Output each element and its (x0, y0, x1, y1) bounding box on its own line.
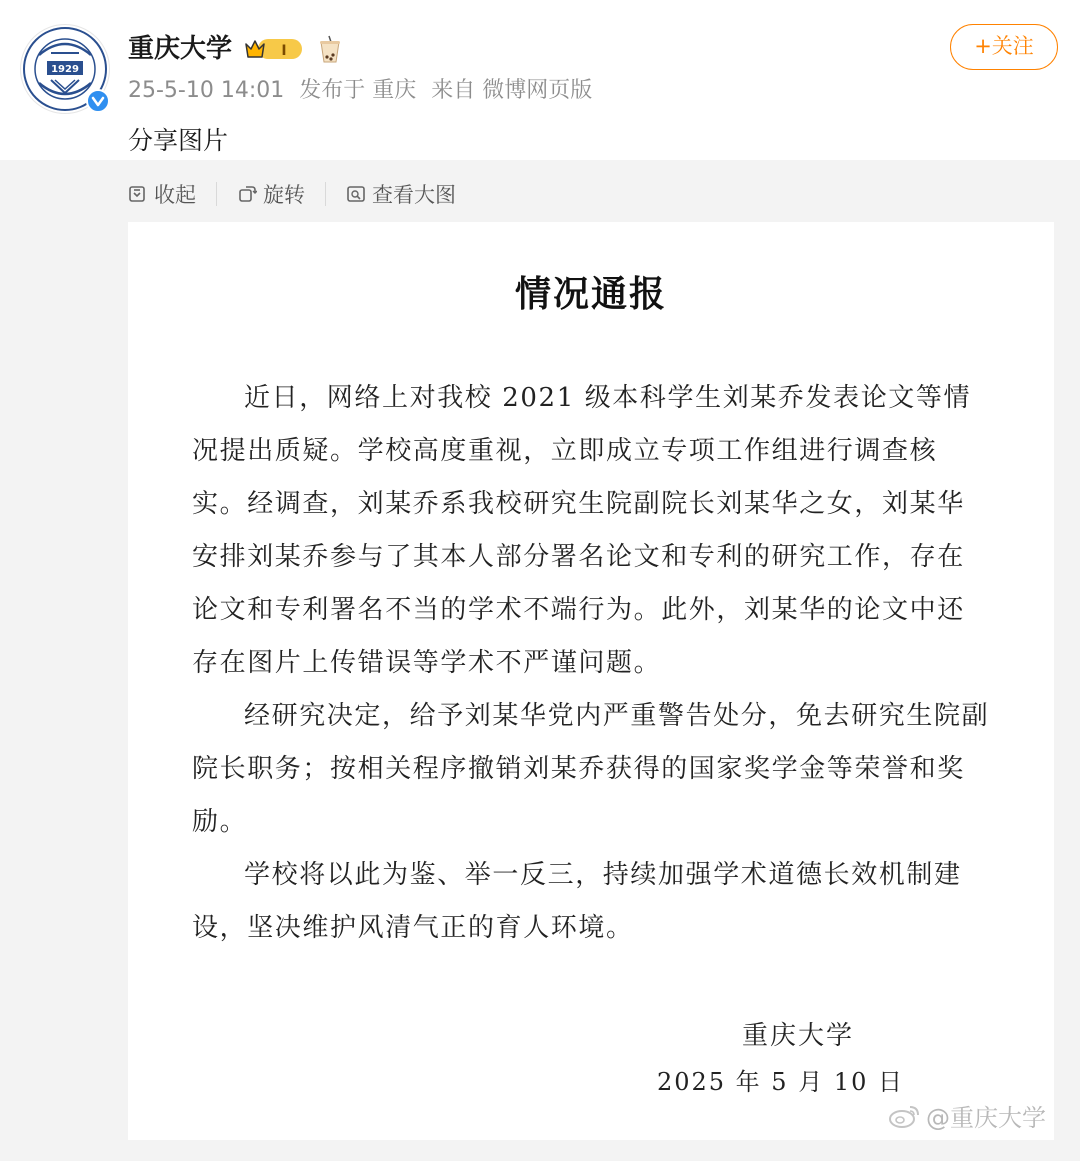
toolbar-divider (325, 182, 326, 206)
post-image[interactable] (128, 222, 1054, 1140)
collapse-icon (128, 184, 148, 204)
document-paragraph: 经研究决定，给予刘某华党内严重警告处分，免去研究生院副院长职务；按相关程序撤销刘某乔获得的国家奖学金等荣誉和奖励。 (192, 701, 990, 837)
username[interactable]: 重庆大学 (128, 34, 233, 64)
avatar-year: 1929 (51, 64, 79, 75)
view-large-button[interactable] (346, 179, 476, 209)
view-large-label: 查看大图 (372, 183, 456, 207)
document-paragraph: 学校将以此为鉴、举一反三，持续加强学术道德长效机制建设，坚决维护风清气正的育人环境。 (192, 860, 962, 943)
post-header (0, 0, 1080, 160)
collapse-label: 收起 (154, 183, 196, 207)
document-signature: 重庆大学 (741, 1021, 854, 1051)
toolbar-divider (216, 182, 217, 206)
collapse-button[interactable] (128, 179, 216, 209)
rotate-label: 旋转 (263, 183, 305, 207)
post-text: 分享图片 (128, 126, 229, 155)
vip-level: I (281, 43, 287, 59)
document-date: 2025 年 5 月 10 日 (656, 1068, 904, 1096)
rotate-button[interactable] (237, 179, 325, 209)
weibo-logo-icon (888, 1103, 922, 1129)
document-body (192, 372, 992, 955)
follow-button[interactable]: +关注 (950, 24, 1058, 70)
rotate-icon (237, 184, 257, 204)
vip-badge[interactable] (244, 36, 306, 62)
watermark-text: @重庆大学 (926, 1104, 1046, 1132)
document-title: 情况通报 (514, 273, 667, 315)
bubble-tea-icon[interactable] (318, 34, 342, 64)
post-time[interactable]: 25-5-10 14:01 (128, 78, 285, 103)
post-meta (128, 76, 600, 106)
post-location: 发布于 重庆 (299, 78, 417, 103)
verified-icon (86, 89, 110, 113)
view-large-icon (346, 184, 366, 204)
weibo-watermark (888, 1098, 1046, 1133)
document-paragraph: 近日，网络上对我校 2021 级本科学生刘某乔发表论文等情况提出质疑。学校高度重视，立即成立专项工作组进行调查核实。经调查，刘某乔系我校研究生院副院长刘某华之女，刘某华安排刘某乔参与了其本人部分署名论文和专利的研究工作，存在论文和专利署名不当的学术不端行为。此外，刘某华的论文中还存在图片上传错误等学术不严谨问题。 (192, 383, 972, 678)
post-source: 来自 微博网页版 (431, 78, 593, 103)
image-toolbar (128, 176, 476, 212)
